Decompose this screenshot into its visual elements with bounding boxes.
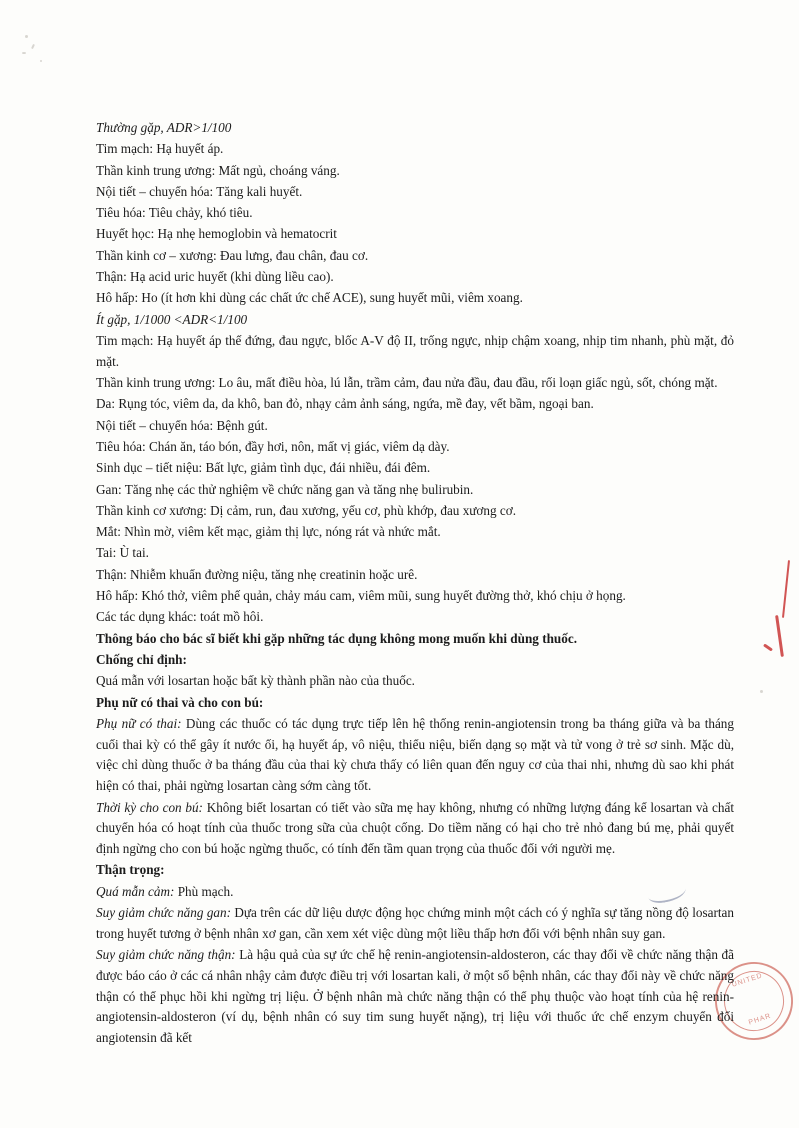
common-respiratory: Hô hấp: Ho (ít hơn khi dùng các chất ức chế ACE), sung huyết mũi, viêm xoang.	[96, 290, 523, 306]
common-neuromuscular: Thần kinh cơ – xương: Đau lưng, đau chân, đau cơ.	[96, 247, 369, 263]
uncommon-cardio: Tim mạch: Hạ huyết áp thế đứng, đau ngực, blốc A-V độ II, trống ngực, nhịp chậm xoang, nhịp tim nhanh, phù mặt, đỏ mặt.	[96, 332, 734, 369]
hypersensitivity-text: Phù mạch.	[174, 883, 234, 899]
contraindication-body: Quá mẫn với losartan hoặc bất kỳ thành phần nào của thuốc.	[96, 673, 415, 689]
liver-lead: Suy giảm chức năng gan:	[96, 904, 231, 920]
red-ink-mark	[763, 643, 773, 651]
pregnancy-lactation-heading: Phụ nữ có thai và cho con bú:	[96, 694, 264, 710]
uncommon-genitourinary: Sinh dục – tiết niệu: Bất lực, giảm tình dục, đái nhiều, đái đêm.	[96, 460, 431, 476]
lactation-text: Không biết losartan có tiết vào sữa mẹ hay không, nhưng có những lượng đáng kể losartan và chất chuyển hóa có hoạt tính của thuốc trong sữa của chuột cống. Do tiềm năng có hại cho trẻ nhỏ đang bú mẹ, phải quyết định ngừng cho con bú hoặc ngừng thuốc, có tính đến tầm quan trọng của thuốc đối với người mẹ.	[96, 799, 734, 857]
common-gi: Tiêu hóa: Tiêu chảy, khó tiêu.	[96, 205, 253, 221]
liver-text: Dựa trên các dữ liệu dược động học chứng minh một cách có ý nghĩa sự tăng nồng độ losartan trong huyết tương ở bệnh nhân xơ gan, cần xem xét việc dùng một liều thấp hơn đối với bệnh nhân suy gan.	[96, 904, 734, 941]
precaution-hypersensitivity	[96, 882, 734, 903]
renal-text: Là hậu quả của sự ức chế hệ renin-angiotensin-aldosteron, các thay đổi về chức năng thận đã được báo cáo ở các cá nhân nhậy cảm được điều trị với losartan kali, ở một số bệnh nhân, các thay đổi này về chức năng thận có thể phục hồi khi ngừng trị liệu. Ở bệnh nhân mà chức năng thận có thể phụ thuộc vào hoạt tính của hệ renin-angiotensin-aldosteron (ví dụ, bệnh nhân có suy tim sung huyết nặng), trị liệu với thuốc ức chế enzym chuyển đổi angiotensin đã kết	[96, 947, 734, 1046]
pregnancy-body	[96, 714, 734, 797]
freq-uncommon-heading: Ít gặp, 1/1000 <ADR<1/100	[96, 311, 248, 327]
common-hematology: Huyết học: Hạ nhẹ hemoglobin và hematocrit	[96, 226, 337, 242]
uncommon-skin: Da: Rụng tóc, viêm da, da khô, ban đỏ, nhạy cảm ảnh sáng, ngứa, mề đay, vết bầm, ngoại ban.	[96, 396, 594, 412]
contraindication-heading: Chống chỉ định:	[96, 651, 187, 667]
uncommon-other: Các tác dụng khác: toát mồ hôi.	[96, 609, 264, 625]
scan-speckle	[22, 52, 26, 54]
pregnancy-text: Dùng các thuốc có tác dụng trực tiếp lên hệ thống renin-angiotensin trong ba tháng giữa và ba tháng cuối thai kỳ có thể gây ít nước ối, hạ huyết áp, vô niệu, thiểu niệu, biến dạng sọ mặt và tử vong ở trẻ sơ sinh. Mặc dù, việc chỉ dùng thuốc ở ba tháng đầu của thai kỳ chưa thấy có liên quan đến nguy cơ của thai nhi, nhưng dù sao khi phát hiện có thai, phải ngừng losartan càng sớm càng tốt.	[96, 715, 734, 794]
common-cns: Thần kinh trung ương: Mất ngủ, choáng váng.	[96, 162, 340, 178]
uncommon-eye: Mắt: Nhìn mờ, viêm kết mạc, giảm thị lực, nóng rát và nhức mắt.	[96, 524, 441, 540]
scan-speckle	[31, 44, 35, 49]
uncommon-neuromuscular: Thần kinh cơ xương: Dị cảm, run, đau xương, yếu cơ, phù khớp, đau xương cơ.	[96, 502, 517, 518]
freq-common-heading: Thường gặp, ADR>1/100	[96, 120, 232, 135]
common-cardio: Tim mạch: Hạ huyết áp.	[96, 141, 224, 157]
uncommon-renal: Thận: Nhiễm khuẩn đường niệu, tăng nhẹ creatinin hoặc urê.	[96, 566, 418, 582]
hypersensitivity-lead: Quá mẫn cảm:	[96, 883, 175, 899]
precaution-liver	[96, 903, 734, 945]
scan-speckle	[40, 60, 42, 62]
common-renal: Thận: Hạ acid uric huyết (khi dùng liều cao).	[96, 269, 334, 285]
uncommon-gi: Tiêu hóa: Chán ăn, táo bón, đầy hơi, nôn, mất vị giác, viêm dạ dày.	[96, 438, 450, 454]
stamp-bottom-text: PHAR	[747, 1012, 773, 1027]
document-body	[96, 118, 734, 1050]
uncommon-respiratory: Hô hấp: Khó thở, viêm phế quản, chảy máu cam, viêm mũi, sung huyết đường thở, khó chịu ở họng.	[96, 588, 626, 604]
scan-speckle	[25, 35, 28, 38]
uncommon-cns: Thần kinh trung ương: Lo âu, mất điều hòa, lú lẫn, trầm cảm, đau nửa đầu, đau đầu, rối loạn giấc ngủ, sốt, chóng mặt.	[96, 375, 718, 391]
scan-speckle	[760, 690, 763, 693]
uncommon-ear: Tai: Ù tai.	[96, 545, 149, 561]
notify-doctor-note: Thông báo cho bác sĩ biết khi gặp những tác dụng không mong muốn khi dùng thuốc.	[96, 630, 578, 646]
renal-lead: Suy giảm chức năng thận:	[96, 947, 236, 963]
red-ink-mark	[775, 615, 784, 657]
uncommon-liver: Gan: Tăng nhẹ các thử nghiệm về chức năng gan và tăng nhẹ bulirubin.	[96, 481, 474, 497]
precaution-heading: Thận trọng:	[96, 862, 165, 878]
common-endocrine: Nội tiết – chuyển hóa: Tăng kali huyết.	[96, 183, 303, 199]
lactation-lead: Thời kỳ cho con bú:	[96, 799, 203, 815]
lactation-body	[96, 798, 734, 860]
uncommon-endocrine: Nội tiết – chuyển hóa: Bệnh gút.	[96, 417, 268, 433]
stamp-top-text: UNITED	[731, 972, 764, 989]
pregnancy-lead: Phụ nữ có thai:	[96, 715, 182, 731]
precaution-renal	[96, 945, 734, 1049]
red-ink-mark	[782, 560, 790, 618]
